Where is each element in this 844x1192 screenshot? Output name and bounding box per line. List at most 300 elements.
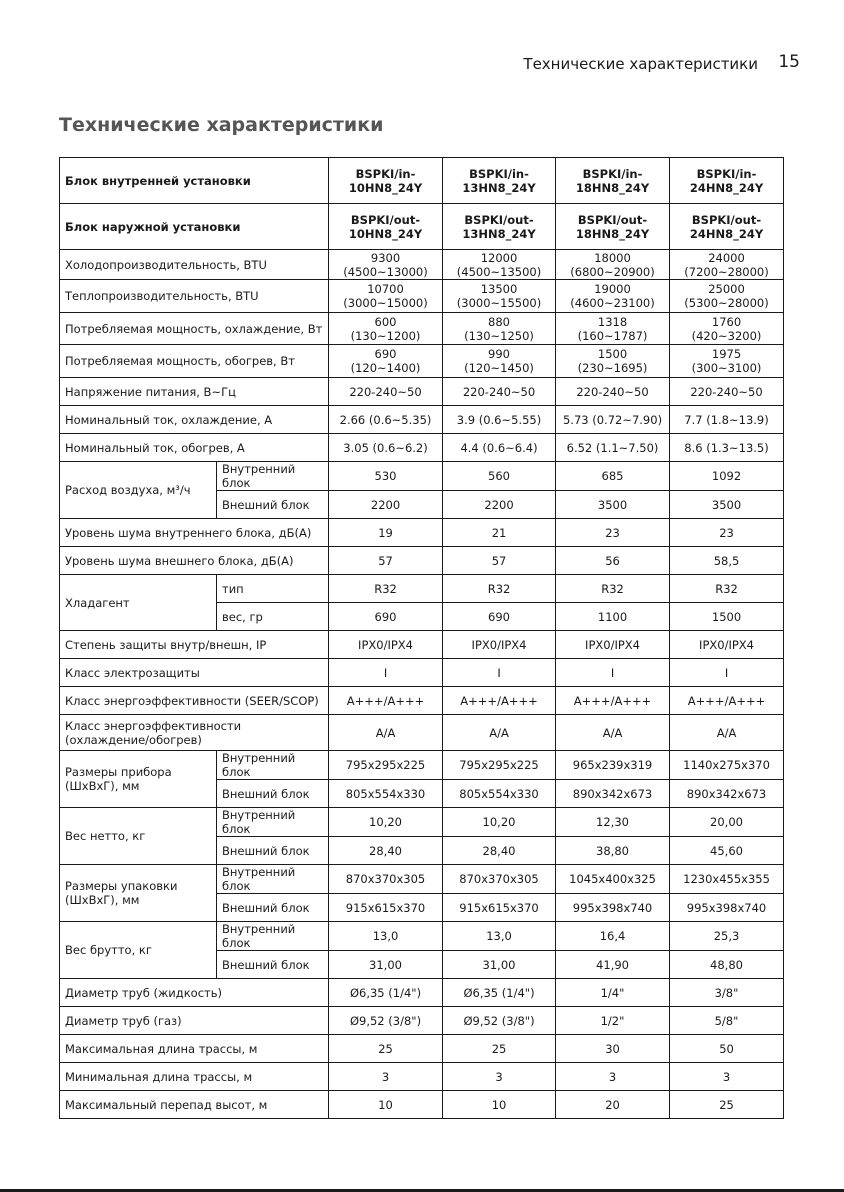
value-text: 5/8" bbox=[714, 1013, 739, 1028]
value-cell bbox=[670, 1035, 784, 1063]
value-cell bbox=[329, 434, 443, 462]
table-row bbox=[60, 434, 784, 462]
value-text: 25 bbox=[719, 1097, 734, 1112]
value-cell: 870x370x305 bbox=[443, 865, 556, 894]
value-text: 12000 bbox=[480, 250, 518, 265]
value-text: 3 bbox=[608, 1069, 617, 1084]
model-row bbox=[60, 204, 784, 250]
value-cell bbox=[556, 687, 670, 715]
value-text: 30 bbox=[605, 1041, 620, 1056]
value-cell bbox=[670, 280, 784, 313]
value-text: Ø9,52 (3/8") bbox=[349, 1013, 422, 1028]
value-cell bbox=[670, 715, 784, 751]
subrow-label: Внешний блок bbox=[217, 951, 329, 979]
table-row bbox=[60, 1035, 784, 1063]
value-cell bbox=[670, 406, 784, 434]
value-text: 19 bbox=[378, 525, 393, 540]
value-cell bbox=[670, 313, 784, 345]
value-text: 3.05 (0.6~6.2) bbox=[343, 440, 428, 455]
row-label: Размеры упаковки (ШхВхГ), мм bbox=[60, 865, 217, 922]
table-row bbox=[60, 808, 784, 837]
value-cell bbox=[670, 979, 784, 1007]
value-text: I bbox=[610, 665, 615, 680]
value-text: 220-240~50 bbox=[349, 384, 422, 399]
value-cell bbox=[443, 1007, 556, 1035]
value-cell: 10,20 bbox=[443, 808, 556, 837]
value-cell: 805x554x330 bbox=[329, 780, 443, 808]
value-cell bbox=[329, 250, 443, 280]
table-row bbox=[60, 659, 784, 687]
value-text: 3/8" bbox=[714, 985, 739, 1000]
table-row bbox=[60, 280, 784, 313]
value-text: 18HN8_24Y bbox=[575, 226, 650, 241]
value-cell: 690 bbox=[329, 603, 443, 631]
table-row bbox=[60, 1007, 784, 1035]
value-cell bbox=[670, 687, 784, 715]
value-text: Ø9,52 (3/8") bbox=[463, 1013, 535, 1028]
model-row bbox=[60, 158, 784, 204]
subrow-label: Внутренний блок bbox=[217, 808, 329, 837]
value-cell: 45,60 bbox=[670, 837, 784, 865]
value-cell: 20,00 bbox=[670, 808, 784, 837]
value-cell bbox=[443, 280, 556, 313]
value-text: 600 bbox=[374, 314, 397, 329]
value-text: 3 bbox=[722, 1069, 731, 1084]
value-cell bbox=[443, 1035, 556, 1063]
header-title: Технические характеристики bbox=[523, 55, 758, 73]
value-cell: 31,00 bbox=[329, 951, 443, 979]
value-text: A/A bbox=[489, 725, 509, 740]
value-cell bbox=[443, 204, 556, 250]
value-cell bbox=[329, 715, 443, 751]
value-text: 18HN8_24Y bbox=[575, 180, 650, 195]
value-text: (4500~13500) bbox=[456, 264, 542, 279]
value-cell bbox=[329, 1063, 443, 1091]
value-cell bbox=[556, 345, 670, 378]
row-label: Напряжение питания, В~Гц bbox=[60, 378, 329, 406]
row-label: Потребляемая мощность, обогрев, Вт bbox=[60, 345, 329, 378]
row-label: Вес нетто, кг bbox=[60, 808, 217, 865]
value-cell: 16,4 bbox=[556, 922, 670, 951]
table-row bbox=[60, 687, 784, 715]
subrow-label: Внешний блок bbox=[217, 780, 329, 808]
value-cell: 3500 bbox=[670, 491, 784, 519]
value-text: 13500 bbox=[480, 282, 518, 296]
model-row-label: Блок внутренней установки bbox=[60, 158, 329, 204]
value-text: IPX0/IPX4 bbox=[358, 637, 413, 652]
value-cell bbox=[670, 204, 784, 250]
model-row-label: Блок наружной установки bbox=[60, 204, 329, 250]
value-cell: 890x342x673 bbox=[556, 780, 670, 808]
value-cell: 38,80 bbox=[556, 837, 670, 865]
value-text: (120~1400) bbox=[350, 361, 421, 375]
value-text: I bbox=[724, 665, 729, 680]
value-cell: 915x615x370 bbox=[443, 894, 556, 922]
value-cell bbox=[670, 378, 784, 406]
value-text: (5300~28000) bbox=[684, 296, 769, 310]
value-cell bbox=[329, 280, 443, 313]
value-cell bbox=[443, 406, 556, 434]
value-text: 1500 bbox=[597, 347, 628, 361]
value-text: (130~1200) bbox=[350, 328, 421, 343]
value-text: 220-240~50 bbox=[462, 384, 536, 399]
value-cell: 690 bbox=[443, 603, 556, 631]
value-text: 24HN8_24Y bbox=[689, 180, 764, 195]
table-row bbox=[60, 715, 784, 751]
value-cell bbox=[556, 280, 670, 313]
value-cell: 530 bbox=[329, 462, 443, 491]
subrow-label: тип bbox=[217, 575, 329, 603]
value-cell: 10,20 bbox=[329, 808, 443, 837]
value-cell bbox=[670, 547, 784, 575]
row-label: Максимальная длина трассы, м bbox=[60, 1035, 329, 1063]
value-cell bbox=[443, 1091, 556, 1119]
value-text: I bbox=[497, 665, 501, 680]
value-cell bbox=[556, 547, 670, 575]
value-cell bbox=[329, 631, 443, 659]
value-text: (4500~13000) bbox=[343, 264, 428, 279]
value-cell bbox=[443, 1063, 556, 1091]
table-row bbox=[60, 250, 784, 280]
value-cell: 1100 bbox=[556, 603, 670, 631]
value-text: 7.7 (1.8~13.9) bbox=[684, 412, 769, 427]
value-text: Ø6,35 (1/4") bbox=[349, 985, 422, 1000]
value-text: 13HN8_24Y bbox=[462, 226, 536, 241]
value-cell: 1092 bbox=[670, 462, 784, 491]
value-cell bbox=[556, 1063, 670, 1091]
row-label: Уровень шума внутреннего блока, дБ(А) bbox=[60, 519, 329, 547]
subrow-label: Внешний блок bbox=[217, 491, 329, 519]
value-cell: 41,90 bbox=[556, 951, 670, 979]
value-text: 10HN8_24Y bbox=[348, 180, 423, 195]
value-text: A+++/A+++ bbox=[687, 693, 766, 708]
value-text: 56 bbox=[605, 553, 620, 568]
table-row bbox=[60, 865, 784, 894]
value-text: (6800~20900) bbox=[570, 264, 655, 279]
value-cell: 1230x455x355 bbox=[670, 865, 784, 894]
value-cell bbox=[670, 1063, 784, 1091]
value-text: 19000 bbox=[594, 282, 631, 296]
value-cell bbox=[556, 313, 670, 345]
value-text: 3 bbox=[381, 1069, 390, 1084]
table-row bbox=[60, 313, 784, 345]
value-text: (130~1250) bbox=[464, 328, 534, 343]
value-cell bbox=[443, 313, 556, 345]
value-cell bbox=[329, 406, 443, 434]
spec-table bbox=[59, 157, 784, 1119]
value-cell bbox=[670, 345, 784, 378]
value-text: 2.66 (0.6~5.35) bbox=[339, 412, 432, 427]
value-cell bbox=[329, 345, 443, 378]
table-row bbox=[60, 547, 784, 575]
value-cell bbox=[443, 345, 556, 378]
value-cell bbox=[556, 1007, 670, 1035]
row-label: Размеры прибора (ШхВхГ), мм bbox=[60, 751, 217, 808]
value-cell bbox=[670, 631, 784, 659]
table-row bbox=[60, 519, 784, 547]
value-cell bbox=[329, 378, 443, 406]
row-label: Теплопроизводительность, BTU bbox=[60, 280, 329, 313]
value-text: 10HN8_24Y bbox=[348, 226, 423, 241]
value-text: 880 bbox=[488, 314, 510, 329]
value-cell bbox=[443, 659, 556, 687]
value-text: (3000~15000) bbox=[343, 296, 428, 310]
value-cell bbox=[443, 687, 556, 715]
value-text: I bbox=[383, 665, 388, 680]
table-row bbox=[60, 979, 784, 1007]
value-cell bbox=[329, 1091, 443, 1119]
value-cell: 915x615x370 bbox=[329, 894, 443, 922]
value-cell bbox=[670, 519, 784, 547]
subrow-label: Внутренний блок bbox=[217, 865, 329, 894]
value-cell bbox=[556, 715, 670, 751]
row-label: Расход воздуха, м³/ч bbox=[60, 462, 217, 519]
row-label: Минимальная длина трассы, м bbox=[60, 1063, 329, 1091]
value-text: 13HN8_24Y bbox=[462, 180, 536, 195]
value-text: 220-240~50 bbox=[690, 384, 763, 399]
value-text: 9300 bbox=[370, 250, 401, 265]
value-cell: 28,40 bbox=[443, 837, 556, 865]
row-label: Диаметр труб (газ) bbox=[60, 1007, 329, 1035]
row-label: Класс энергоэффективности (SEER/SCOP) bbox=[60, 687, 329, 715]
value-text: 1/4" bbox=[600, 985, 625, 1000]
value-text: (7200~28000) bbox=[684, 264, 769, 279]
value-cell bbox=[556, 1035, 670, 1063]
value-cell bbox=[443, 378, 556, 406]
value-cell: 31,00 bbox=[443, 951, 556, 979]
row-label: Потребляемая мощность, охлаждение, Вт bbox=[60, 313, 329, 345]
value-cell bbox=[670, 158, 784, 204]
value-cell: 870x370x305 bbox=[329, 865, 443, 894]
value-text: 10 bbox=[378, 1097, 393, 1112]
value-cell bbox=[329, 158, 443, 204]
subrow-label: Внутренний блок bbox=[217, 922, 329, 951]
value-text: 990 bbox=[488, 347, 510, 361]
value-text: (3000~15500) bbox=[456, 296, 542, 310]
row-label: Номинальный ток, обогрев, А bbox=[60, 434, 329, 462]
row-label: Вес брутто, кг bbox=[60, 922, 217, 979]
value-text: 690 bbox=[374, 347, 397, 361]
value-text: BSPKI/in- bbox=[696, 166, 757, 181]
value-cell bbox=[670, 434, 784, 462]
value-text: 57 bbox=[378, 553, 393, 568]
value-text: 5.73 (0.72~7.90) bbox=[562, 412, 663, 427]
value-text: 1975 bbox=[711, 347, 742, 361]
row-label: Класс электрозащиты bbox=[60, 659, 329, 687]
value-cell bbox=[556, 631, 670, 659]
table-row bbox=[60, 462, 784, 491]
value-cell: 685 bbox=[556, 462, 670, 491]
value-cell bbox=[556, 406, 670, 434]
value-cell bbox=[670, 1007, 784, 1035]
value-text: BSPKI/in- bbox=[582, 166, 643, 181]
value-text: BSPKI/out- bbox=[350, 212, 421, 227]
value-cell bbox=[556, 378, 670, 406]
value-cell bbox=[443, 434, 556, 462]
value-text: (230~1695) bbox=[577, 361, 648, 375]
value-cell: R32 bbox=[670, 575, 784, 603]
value-cell bbox=[329, 519, 443, 547]
value-cell: 1045x400x325 bbox=[556, 865, 670, 894]
value-text: 3 bbox=[495, 1069, 503, 1084]
value-cell bbox=[329, 659, 443, 687]
value-cell bbox=[329, 313, 443, 345]
value-text: 18000 bbox=[594, 250, 631, 265]
value-text: BSPKI/in- bbox=[355, 166, 416, 181]
value-text: 10 bbox=[491, 1097, 507, 1112]
value-text: 25 bbox=[378, 1041, 393, 1056]
value-cell: 890x342x673 bbox=[670, 780, 784, 808]
value-cell bbox=[443, 250, 556, 280]
value-cell bbox=[556, 204, 670, 250]
value-cell: 1500 bbox=[670, 603, 784, 631]
value-cell bbox=[670, 659, 784, 687]
value-cell: 12,30 bbox=[556, 808, 670, 837]
value-cell: 795x295x225 bbox=[443, 751, 556, 780]
value-text: 6.52 (1.1~7.50) bbox=[566, 440, 659, 455]
table-row bbox=[60, 1091, 784, 1119]
value-text: BSPKI/out- bbox=[691, 212, 762, 227]
value-text: Ø6,35 (1/4") bbox=[463, 985, 535, 1000]
value-text: A/A bbox=[375, 725, 396, 740]
value-text: 1318 bbox=[597, 314, 628, 329]
value-text: 1/2" bbox=[600, 1013, 625, 1028]
value-cell: R32 bbox=[329, 575, 443, 603]
value-cell: 965x239x319 bbox=[556, 751, 670, 780]
value-cell: 2200 bbox=[329, 491, 443, 519]
value-cell: 995x398x740 bbox=[670, 894, 784, 922]
value-text: IPX0/IPX4 bbox=[585, 637, 640, 652]
value-text: 24HN8_24Y bbox=[689, 226, 764, 241]
value-cell: 28,40 bbox=[329, 837, 443, 865]
value-text: 1760 bbox=[711, 314, 742, 329]
value-cell bbox=[556, 1091, 670, 1119]
value-cell: R32 bbox=[443, 575, 556, 603]
value-cell bbox=[329, 1007, 443, 1035]
row-label: Хладагент bbox=[60, 575, 217, 631]
value-text: IPX0/IPX4 bbox=[699, 637, 754, 652]
value-cell bbox=[556, 434, 670, 462]
value-cell: 560 bbox=[443, 462, 556, 491]
table-row bbox=[60, 378, 784, 406]
value-text: 8.6 (1.3~13.5) bbox=[684, 440, 769, 455]
subrow-label: Внешний блок bbox=[217, 837, 329, 865]
value-cell bbox=[556, 659, 670, 687]
subrow-label: вес, гр bbox=[217, 603, 329, 631]
row-label: Максимальный перепад высот, м bbox=[60, 1091, 329, 1119]
value-text: A+++/A+++ bbox=[573, 693, 652, 708]
value-text: (160~1787) bbox=[577, 328, 648, 343]
value-text: 21 bbox=[491, 525, 507, 540]
value-cell bbox=[329, 1035, 443, 1063]
subrow-label: Внутренний блок bbox=[217, 462, 329, 491]
table-row bbox=[60, 406, 784, 434]
value-cell: 2200 bbox=[443, 491, 556, 519]
table-row bbox=[60, 345, 784, 378]
value-cell bbox=[556, 979, 670, 1007]
value-text: 57 bbox=[491, 553, 507, 568]
row-label: Диаметр труб (жидкость) bbox=[60, 979, 329, 1007]
value-text: (300~3100) bbox=[691, 361, 762, 375]
value-cell bbox=[329, 547, 443, 575]
value-text: (420~3200) bbox=[691, 328, 762, 343]
row-label: Номинальный ток, охлаждение, А bbox=[60, 406, 329, 434]
value-text: 50 bbox=[719, 1041, 734, 1056]
value-text: (4600~23100) bbox=[570, 296, 655, 310]
value-cell: 25,3 bbox=[670, 922, 784, 951]
value-text: 58,5 bbox=[713, 553, 740, 568]
value-cell: 3500 bbox=[556, 491, 670, 519]
value-cell: 795x295x225 bbox=[329, 751, 443, 780]
value-text: IPX0/IPX4 bbox=[471, 637, 527, 652]
value-cell bbox=[556, 519, 670, 547]
subrow-label: Внутренний блок bbox=[217, 751, 329, 780]
value-cell: 805x554x330 bbox=[443, 780, 556, 808]
value-text: 4.4 (0.6~6.4) bbox=[460, 440, 538, 455]
value-text: A+++/A+++ bbox=[346, 693, 425, 708]
value-cell bbox=[556, 158, 670, 204]
value-text: 24000 bbox=[708, 250, 745, 265]
subrow-label: Внешний блок bbox=[217, 894, 329, 922]
value-cell: 995x398x740 bbox=[556, 894, 670, 922]
value-text: (120~1450) bbox=[464, 361, 534, 375]
value-cell bbox=[329, 979, 443, 1007]
value-cell: R32 bbox=[556, 575, 670, 603]
value-text: A/A bbox=[602, 725, 623, 740]
value-cell bbox=[670, 1091, 784, 1119]
table-row bbox=[60, 575, 784, 603]
row-label: Холодопроизводительность, BTU bbox=[60, 250, 329, 280]
value-text: BSPKI/out- bbox=[464, 212, 534, 227]
value-text: 10700 bbox=[367, 282, 404, 296]
value-text: A/A bbox=[716, 725, 737, 740]
section-title: Технические характеристики bbox=[59, 114, 384, 136]
value-text: 25 bbox=[491, 1041, 507, 1056]
value-cell: 13,0 bbox=[443, 922, 556, 951]
value-cell bbox=[556, 250, 670, 280]
value-cell bbox=[329, 687, 443, 715]
row-label: Степень защиты внутр/внешн, IP bbox=[60, 631, 329, 659]
value-text: 3.9 (0.6~5.55) bbox=[456, 412, 542, 427]
value-text: 220-240~50 bbox=[576, 384, 649, 399]
row-label: Класс энергоэффективности (охлаждение/обогрев) bbox=[60, 715, 329, 751]
value-text: BSPKI/out- bbox=[577, 212, 648, 227]
value-text: 25000 bbox=[708, 282, 745, 296]
value-cell: 1140x275x370 bbox=[670, 751, 784, 780]
row-label: Уровень шума внешнего блока, дБ(А) bbox=[60, 547, 329, 575]
value-text: 23 bbox=[719, 525, 734, 540]
value-cell: 48,80 bbox=[670, 951, 784, 979]
value-cell bbox=[443, 547, 556, 575]
table-row bbox=[60, 922, 784, 951]
table-row bbox=[60, 631, 784, 659]
table-row bbox=[60, 751, 784, 780]
page-number: 15 bbox=[778, 52, 800, 72]
value-cell bbox=[329, 204, 443, 250]
value-cell bbox=[443, 158, 556, 204]
value-cell bbox=[443, 519, 556, 547]
value-cell bbox=[443, 715, 556, 751]
value-cell: 13,0 bbox=[329, 922, 443, 951]
value-text: A+++/A+++ bbox=[460, 693, 538, 708]
value-text: BSPKI/in- bbox=[469, 166, 529, 181]
value-text: 20 bbox=[605, 1097, 620, 1112]
value-text: 23 bbox=[605, 525, 620, 540]
value-cell bbox=[443, 979, 556, 1007]
value-cell bbox=[670, 250, 784, 280]
value-cell bbox=[443, 631, 556, 659]
table-row bbox=[60, 1063, 784, 1091]
